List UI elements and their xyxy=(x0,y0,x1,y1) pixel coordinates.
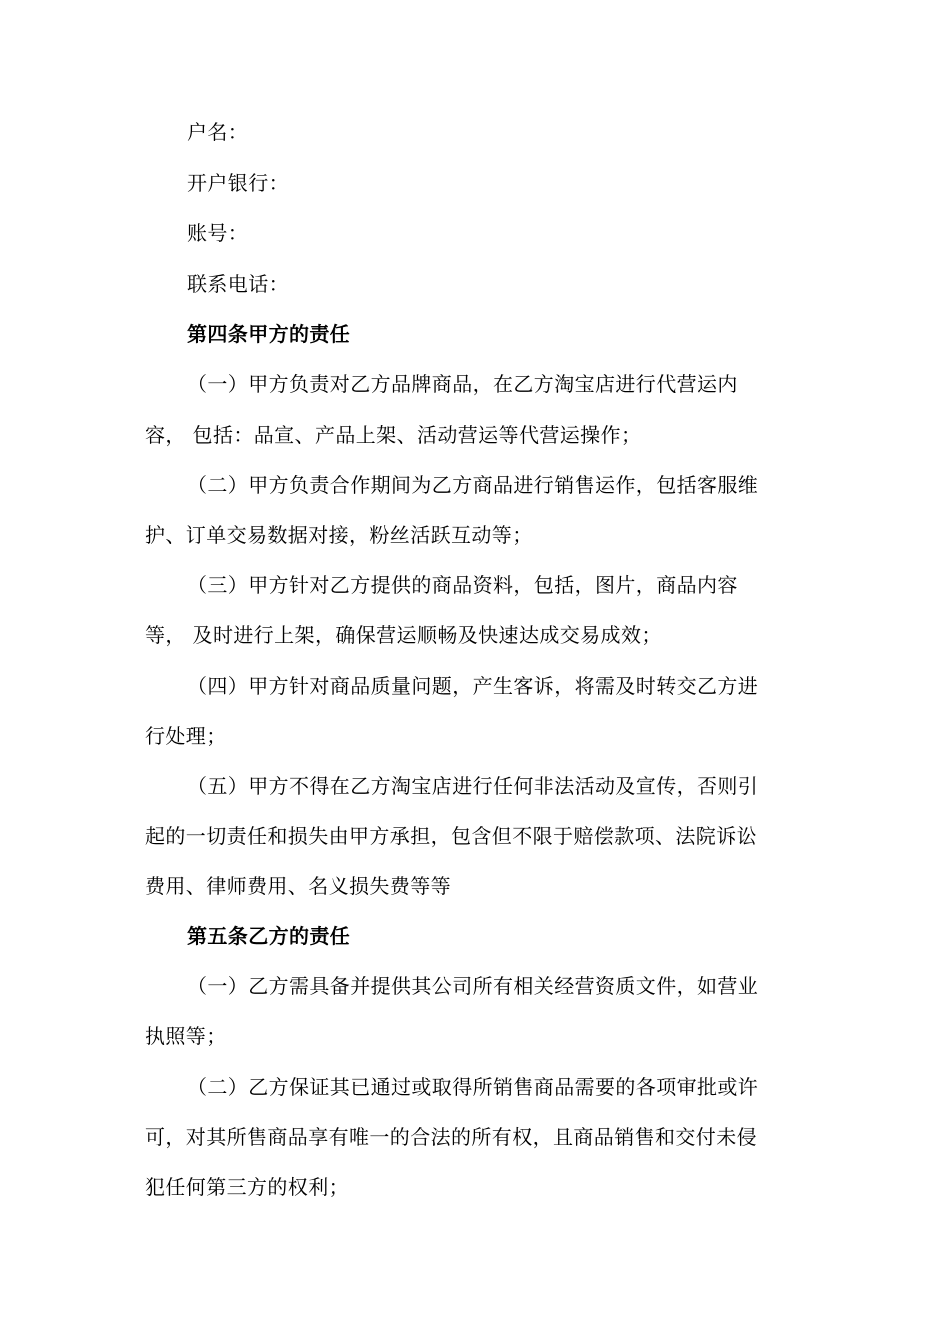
article-4-item-5-line-2: 起的一切责任和损失由甲方承担，包含但不限于赔偿款项、法院诉讼 xyxy=(145,824,757,848)
article-4-item-2-line-2: 护、订单交易数据对接，粉丝活跃互动等； xyxy=(145,523,533,547)
phone-label: 联系电话： xyxy=(187,272,289,296)
article-5-item-1-line-1: （一）乙方需具备并提供其公司所有相关经营资质文件，如营业 xyxy=(187,974,759,998)
article-4-item-5-line-1: （五）甲方不得在乙方淘宝店进行任何非法活动及宣传，否则引 xyxy=(187,774,759,798)
article-4-item-3-line-2: 等， 及时进行上架，确保营运顺畅及快速达成交易成效； xyxy=(145,623,662,647)
article-4-item-1-line-2: 容， 包括：品宣、产品上架、活动营运等代营运操作； xyxy=(145,423,642,447)
article-4-item-4-line-2: 行处理； xyxy=(145,724,227,748)
bank-label: 开户银行： xyxy=(187,171,289,195)
article-5-heading: 第五条乙方的责任 xyxy=(187,924,351,948)
article-4-item-1-line-1: （一）甲方负责对乙方品牌商品，在乙方淘宝店进行代营运内 xyxy=(187,372,738,396)
article-4-heading: 第四条甲方的责任 xyxy=(187,322,351,346)
article-5-item-2-line-1: （二）乙方保证其已通过或取得所销售商品需要的各项审批或许 xyxy=(187,1075,759,1099)
account-name-label: 户名： xyxy=(187,120,249,144)
account-number-label: 账号： xyxy=(187,221,249,245)
article-4-item-3-line-1: （三）甲方针对乙方提供的商品资料，包括，图片，商品内容 xyxy=(187,573,738,597)
article-5-item-1-line-2: 执照等； xyxy=(145,1024,227,1048)
article-4-item-4-line-1: （四）甲方针对商品质量问题，产生客诉，将需及时转交乙方进 xyxy=(187,674,759,698)
article-5-item-2-line-2: 可，对其所售商品享有唯一的合法的所有权，且商品销售和交付未侵 xyxy=(145,1125,757,1149)
article-5-item-2-line-3: 犯任何第三方的权利； xyxy=(145,1175,349,1199)
article-4-item-5-line-3: 费用、律师费用、名义损失费等等 xyxy=(145,874,451,898)
article-4-item-2-line-1: （二）甲方负责合作期间为乙方商品进行销售运作，包括客服维 xyxy=(187,473,759,497)
